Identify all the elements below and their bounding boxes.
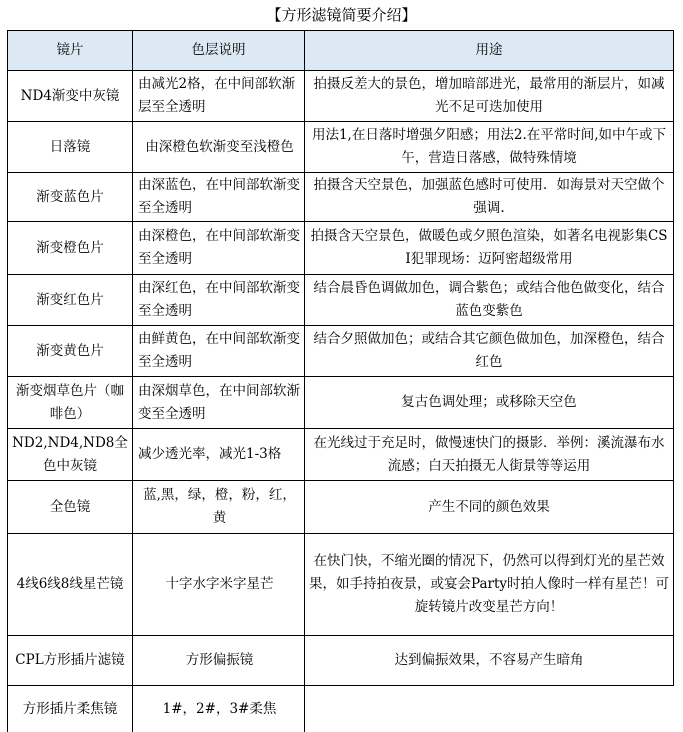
header-usage: 用途: [305, 31, 674, 71]
lens-name: 4线6线8线星芒镜: [8, 534, 133, 636]
lens-name: 渐变红色片: [8, 275, 133, 326]
color-description: 方形偏振镜: [133, 636, 305, 686]
usage-text: [305, 686, 674, 732]
table-row: [8, 686, 674, 732]
lens-name: ND2,ND4,ND8全色中灰镜: [8, 429, 133, 481]
color-description: 由深红色，在中间部软渐变至全透明: [133, 275, 305, 326]
color-description: 由深烟草色，在中间部软渐变至全透明: [133, 377, 305, 429]
table-row: [8, 173, 674, 222]
color-description: 由鲜黄色，在中间部软渐变至全透明: [133, 326, 305, 377]
page-title: 【方形滤镜简要介绍】: [266, 6, 417, 24]
filter-table: [7, 30, 674, 732]
table-row: [8, 534, 674, 636]
table-row: [8, 222, 674, 275]
color-description: 1#，2#，3#柔焦: [133, 686, 305, 732]
color-description: 十字水字米字星芒: [133, 534, 305, 636]
table-header-row: [8, 31, 674, 71]
lens-name: 日落镜: [8, 122, 133, 173]
table-row: [8, 636, 674, 686]
usage-text: 拍摄反差大的景色，增加暗部进光，最常用的渐层片，如减光不足可迭加使用: [305, 71, 674, 122]
header-color-description: 色层说明: [133, 31, 305, 71]
usage-text: 在快门快，不缩光圈的情况下，仍然可以得到灯光的星芒效果，如手持拍夜景，或宴会Party时拍人像时一样有星芒！可旋转镜片改变星芒方向！: [305, 534, 674, 636]
color-description: 由深蓝色，在中间部软渐变至全透明: [133, 173, 305, 222]
usage-text: 复古色调处理；或移除天空色: [305, 377, 674, 429]
lens-name: 渐变蓝色片: [8, 173, 133, 222]
usage-text: 结合晨昏色调做加色，调合紫色；或结合他色做变化，结合蓝色变紫色: [305, 275, 674, 326]
lens-name: ND4渐变中灰镜: [8, 71, 133, 122]
table-row: [8, 326, 674, 377]
table-row: [8, 429, 674, 481]
table-row: [8, 71, 674, 122]
table-row: [8, 377, 674, 429]
header-lens: 镜片: [8, 31, 133, 71]
usage-text: 结合夕照做加色；或结合其它颜色做加色，加深橙色，结合红色: [305, 326, 674, 377]
lens-name: 方形插片柔焦镜: [8, 686, 133, 732]
usage-text: 用法1,在日落时增强夕阳感；用法2.在平常时间,如中午或下午，营造日落感，做特殊情境: [305, 122, 674, 173]
color-description: 蓝,黑，绿，橙，粉，红，黄: [133, 481, 305, 534]
table-row: [8, 122, 674, 173]
lens-name: 渐变橙色片: [8, 222, 133, 275]
usage-text: 拍摄含天空景色，做暖色或夕照色渲染，如著名电视影集CSI犯罪现场：迈阿密超级常用: [305, 222, 674, 275]
table-row: [8, 481, 674, 534]
lens-name: CPL方形插片滤镜: [8, 636, 133, 686]
color-description: 由深橙色软渐变至浅橙色: [133, 122, 305, 173]
lens-name: 渐变烟草色片（咖啡色）: [8, 377, 133, 429]
usage-text: 达到偏振效果，不容易产生暗角: [305, 636, 674, 686]
color-description: 由减光2格，在中间部软渐层至全透明: [133, 71, 305, 122]
table-row: [8, 275, 674, 326]
color-description: 减少透光率，减光1-3格: [133, 429, 305, 481]
usage-text: 产生不同的颜色效果: [305, 481, 674, 534]
usage-text: 拍摄含天空景色，加强蓝色感时可使用．如海景对天空做个强调.: [305, 173, 674, 222]
usage-text: 在光线过于充足时，做慢速快门的摄影．举例：溪流瀑布水流感；白天拍摄无人街景等等运用: [305, 429, 674, 481]
color-description: 由深橙色，在中间部软渐变至全透明: [133, 222, 305, 275]
lens-name: 全色镜: [8, 481, 133, 534]
lens-name: 渐变黄色片: [8, 326, 133, 377]
